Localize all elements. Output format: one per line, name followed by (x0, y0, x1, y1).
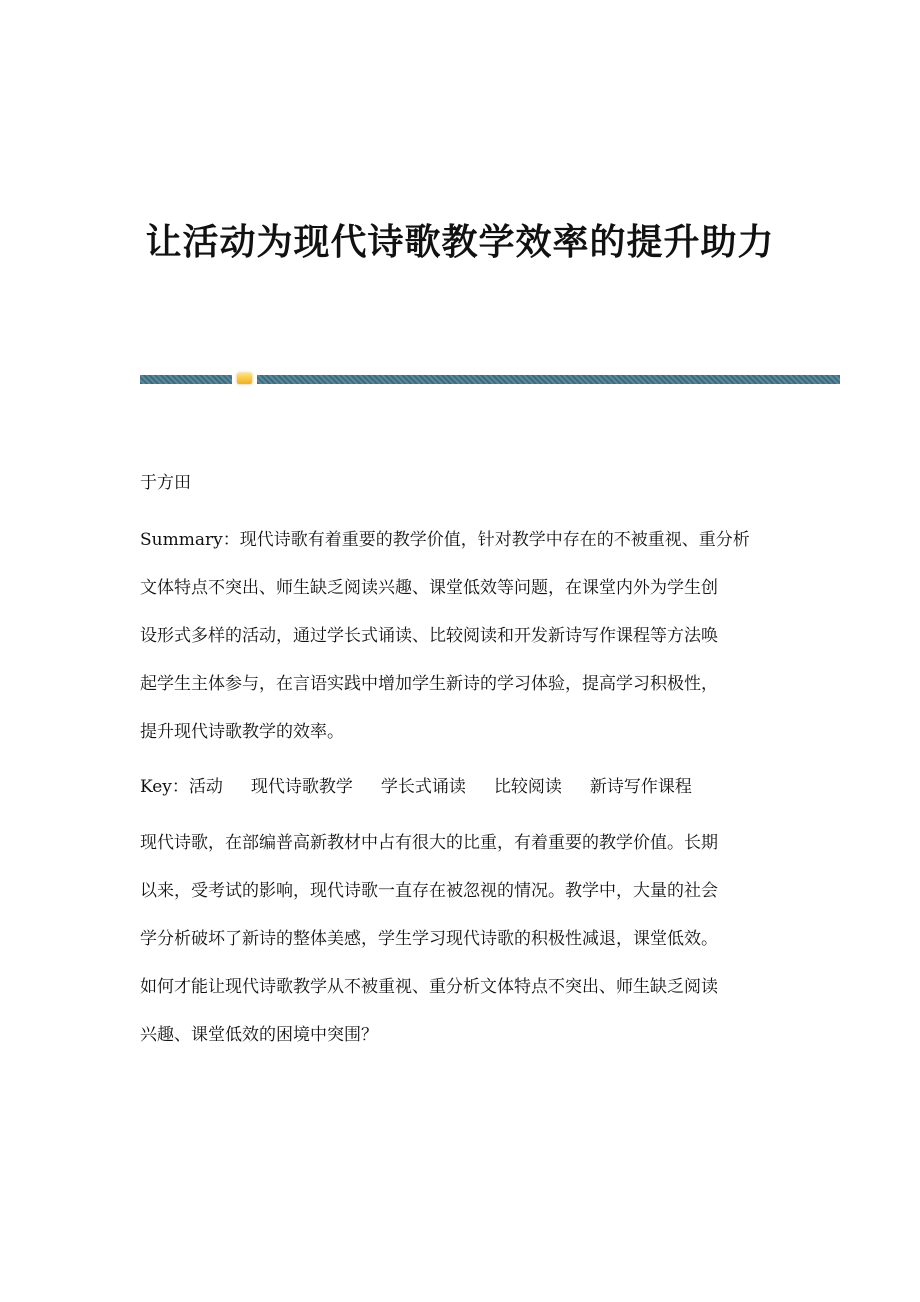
summary-line: 文体特点不突出、师生缺乏阅读兴趣、课堂低效等问题，在课堂内外为学生创 (140, 578, 718, 598)
body-line: 如何才能让现代诗歌教学从不被重视、重分析文体特点不突出、师生缺乏阅读 (140, 977, 718, 997)
body-line: 学分析破坏了新诗的整体美感，学生学习现代诗歌的积极性减退，课堂低效。 (140, 929, 718, 949)
body-line: 兴趣、课堂低效的困境中突围？ (140, 1025, 378, 1045)
body-line: 以来，受考试的影响，现代诗歌一直存在被忽视的情况。教学中，大量的社会 (140, 881, 718, 901)
keyword: 学长式诵读 (380, 777, 466, 797)
summary-line: 设形式多样的活动，通过学长式诵读、比较阅读和开发新诗写作课程等方法唤 (140, 626, 718, 646)
keyword: 现代诗歌教学 (250, 777, 353, 797)
keyword: 比较阅读 (493, 777, 562, 797)
keywords-label: Key： (140, 777, 189, 797)
keyword: 活动 (188, 777, 223, 797)
divider-left (140, 375, 232, 384)
document-title: 让活动为现代诗歌教学效率的提升助力 (145, 222, 775, 263)
summary-line: 提升现代诗歌教学的效率。 (140, 722, 344, 742)
body-line: 现代诗歌，在部编普高新教材中占有很大的比重，有着重要的教学价值。长期 (140, 833, 718, 853)
summary-line: Summary：现代诗歌有着重要的教学价值，针对教学中存在的不被重视、重分析 (140, 530, 750, 550)
divider-ornament-icon (237, 373, 252, 384)
divider-right (257, 375, 840, 384)
author: 于方田 (140, 473, 191, 493)
keywords (140, 777, 692, 797)
summary-line: 起学生主体参与，在言语实践中增加学生新诗的学习体验，提高学习积极性， (140, 674, 718, 694)
keyword: 新诗写作课程 (589, 777, 692, 797)
